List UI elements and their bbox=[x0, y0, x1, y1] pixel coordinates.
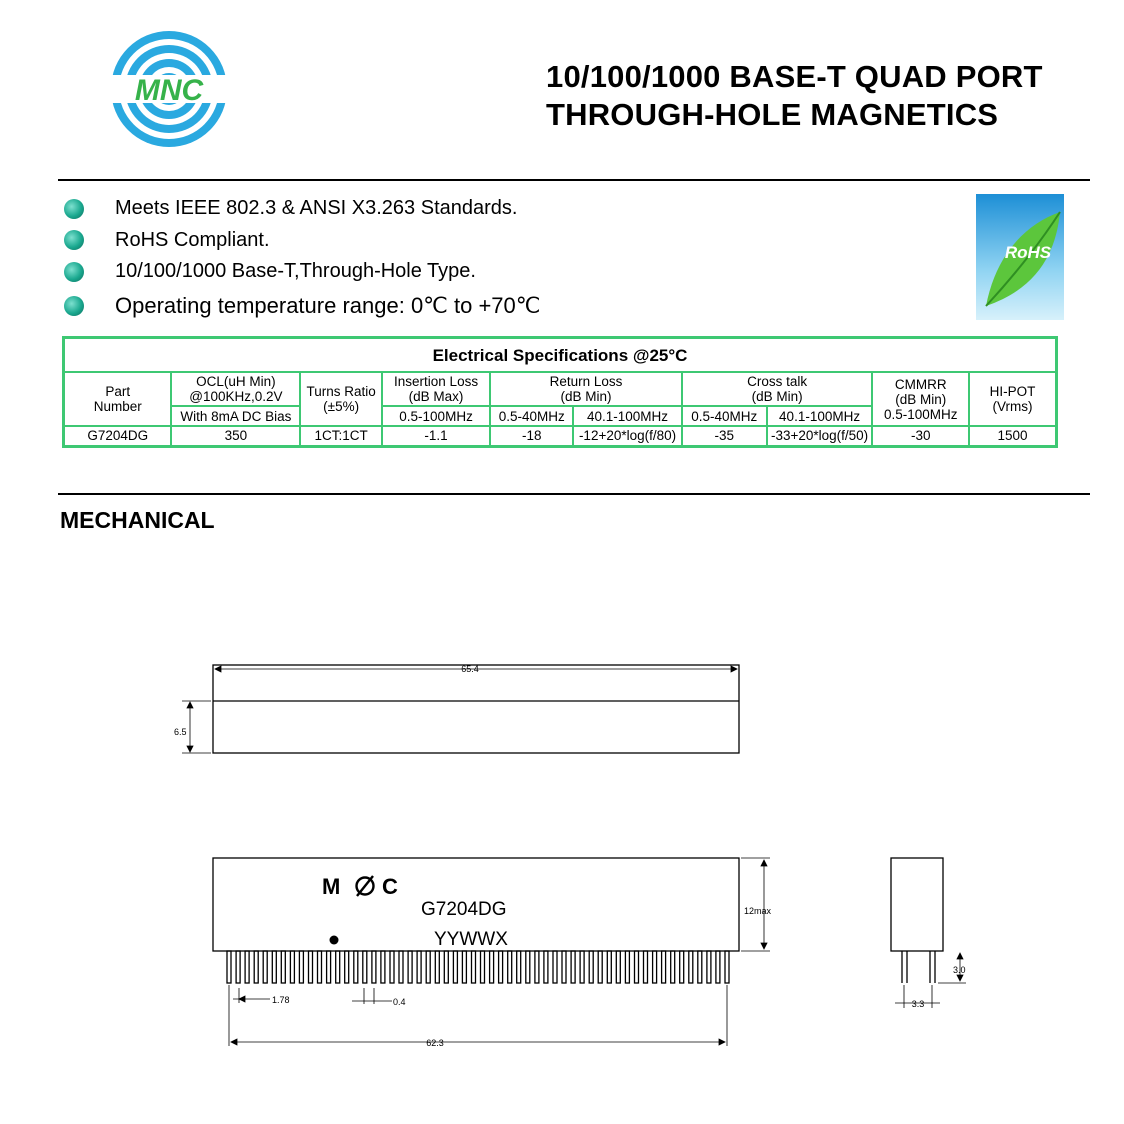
cell-cross-talk-low: -35 bbox=[682, 426, 767, 446]
pin bbox=[435, 951, 439, 983]
pin bbox=[290, 951, 294, 983]
pin bbox=[363, 951, 367, 983]
header-ocl-sub: With 8mA DC Bias bbox=[171, 406, 300, 426]
header-hipot: HI-POT (Vrms) bbox=[969, 372, 1057, 426]
header-ct-high: 40.1-100MHz bbox=[767, 406, 873, 426]
pin bbox=[444, 951, 448, 983]
cell-turns: 1CT:1CT bbox=[300, 426, 381, 446]
pin-span-dim bbox=[229, 985, 727, 1046]
pin bbox=[227, 951, 231, 983]
header-rl-low: 0.5-40MHz bbox=[490, 406, 573, 426]
pin bbox=[635, 951, 639, 983]
pin bbox=[381, 951, 385, 983]
pin bbox=[309, 951, 313, 983]
front-view-height-dim bbox=[741, 858, 770, 951]
pin bbox=[272, 951, 276, 983]
title-line-2: THROUGH-HOLE MAGNETICS bbox=[546, 97, 999, 132]
pin bbox=[299, 951, 303, 983]
side-pin-spacing-label: 3.3 bbox=[911, 999, 925, 1009]
front-brand-c: C bbox=[382, 874, 398, 899]
pin bbox=[281, 951, 285, 983]
front-brand-n-icon bbox=[357, 876, 374, 896]
top-length-label: 65.4 bbox=[461, 664, 479, 674]
header-part-number: Part Number bbox=[64, 372, 172, 426]
header-ocl: OCL(uH Min) @100KHz,0.2V bbox=[171, 372, 300, 406]
feature-text: Meets IEEE 802.3 & ANSI X3.263 Standards. bbox=[115, 197, 518, 220]
pin bbox=[671, 951, 675, 983]
pin bbox=[644, 951, 648, 983]
side-view-outline bbox=[891, 858, 943, 951]
pin bbox=[607, 951, 611, 983]
pin bbox=[662, 951, 666, 983]
pin bbox=[562, 951, 566, 983]
header-insertion-loss: Insertion Loss (dB Max) bbox=[382, 372, 490, 406]
pin bbox=[707, 951, 711, 983]
pin bbox=[571, 951, 575, 983]
front-brand-m: M bbox=[322, 874, 341, 899]
top-view-outline bbox=[213, 665, 739, 753]
pin bbox=[598, 951, 602, 983]
rohs-text: RoHS bbox=[1004, 243, 1052, 262]
pin bbox=[408, 951, 412, 983]
feature-text: Operating temperature range: 0℃ to +70℃ bbox=[115, 292, 541, 318]
header-return-loss: Return Loss (dB Min) bbox=[490, 372, 682, 406]
pin bbox=[345, 951, 349, 983]
pin bbox=[372, 951, 376, 983]
pin bbox=[625, 951, 629, 983]
pitch-label: 1.78 bbox=[272, 995, 290, 1005]
cell-cross-talk-high: -33+20*log(f/50) bbox=[767, 426, 873, 446]
pin bbox=[526, 951, 530, 983]
header-cmmrr: CMMRR (dB Min) 0.5-100MHz bbox=[872, 372, 969, 426]
front-height-label: 12max bbox=[744, 906, 772, 916]
pin1-marker bbox=[330, 936, 339, 945]
pin bbox=[680, 951, 684, 983]
header-cross-talk: Cross talk (dB Min) bbox=[682, 372, 873, 406]
pin bbox=[653, 951, 657, 983]
pin bbox=[236, 951, 240, 983]
pin bbox=[616, 951, 620, 983]
title-line-1: 10/100/1000 BASE-T QUAD PORT bbox=[546, 59, 1043, 94]
pin bbox=[544, 951, 548, 983]
pin bbox=[698, 951, 702, 983]
pin-row bbox=[227, 951, 729, 983]
pin bbox=[725, 951, 729, 983]
pin bbox=[399, 951, 403, 983]
side-view-pins bbox=[902, 951, 935, 983]
cell-ocl: 350 bbox=[171, 426, 300, 446]
cell-insertion-loss: -1.1 bbox=[382, 426, 490, 446]
cell-part: G7204DG bbox=[64, 426, 172, 446]
pin bbox=[254, 951, 258, 983]
pin bbox=[453, 951, 457, 983]
pin bbox=[508, 951, 512, 983]
pin bbox=[535, 951, 539, 983]
top-width-label: 6.5 bbox=[174, 727, 187, 737]
pin bbox=[689, 951, 693, 983]
pin bbox=[472, 951, 476, 983]
pin bbox=[245, 951, 249, 983]
pin bbox=[517, 951, 521, 983]
pin bbox=[580, 951, 584, 983]
pin bbox=[354, 951, 358, 983]
pin-span-label: 62.3 bbox=[426, 1038, 444, 1048]
pin bbox=[263, 951, 267, 983]
cell-cmmrr: -30 bbox=[872, 426, 969, 446]
pin bbox=[481, 951, 485, 983]
header-turns-ratio: Turns Ratio (±5%) bbox=[300, 372, 381, 426]
pin bbox=[417, 951, 421, 983]
pin bbox=[499, 951, 503, 983]
table-caption: Electrical Specifications @25°C bbox=[64, 338, 1057, 373]
feature-text: RoHS Compliant. bbox=[115, 228, 270, 251]
pin-dia-dim bbox=[352, 988, 392, 1004]
header-ct-low: 0.5-40MHz bbox=[682, 406, 767, 426]
pin-dia-label: 0.4 bbox=[393, 997, 406, 1007]
pin bbox=[589, 951, 593, 983]
pitch-dim bbox=[233, 988, 270, 1003]
pin bbox=[327, 951, 331, 983]
front-part-marking: G7204DG bbox=[421, 899, 507, 920]
pin bbox=[490, 951, 494, 983]
pin bbox=[462, 951, 466, 983]
mechanical-heading: MECHANICAL bbox=[60, 507, 215, 533]
pin bbox=[318, 951, 322, 983]
pin bbox=[390, 951, 394, 983]
cell-hipot: 1500 bbox=[969, 426, 1057, 446]
pin bbox=[336, 951, 340, 983]
feature-text: 10/100/1000 Base-T,Through-Hole Type. bbox=[115, 260, 476, 283]
pin bbox=[553, 951, 557, 983]
side-pin-length-label: 3.0 bbox=[953, 965, 966, 975]
pin bbox=[716, 951, 720, 983]
header-il-sub: 0.5-100MHz bbox=[382, 406, 490, 426]
pin bbox=[426, 951, 430, 983]
cell-return-loss-high: -12+20*log(f/80) bbox=[573, 426, 682, 446]
cell-return-loss-low: -18 bbox=[490, 426, 573, 446]
logo-text: MNC bbox=[134, 74, 204, 107]
header-rl-high: 40.1-100MHz bbox=[573, 406, 682, 426]
front-date-code: YYWWX bbox=[434, 929, 508, 950]
